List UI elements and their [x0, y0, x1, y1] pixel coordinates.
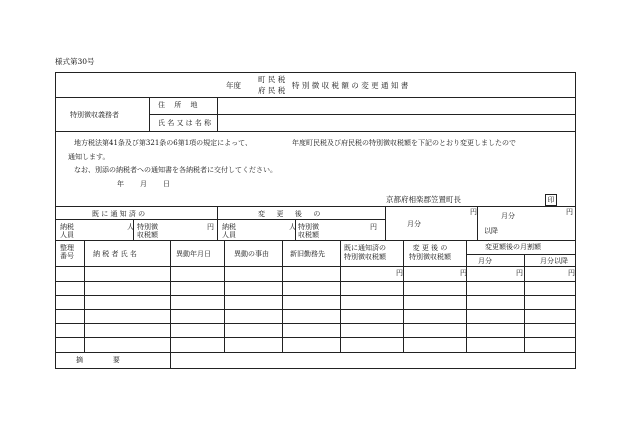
after-change-label: 変 更 後 の	[258, 210, 321, 218]
notice-line2: 通知します。	[68, 153, 110, 161]
header-notified-amount: 既に通知済の 特別徴収税額	[344, 244, 386, 261]
line-sum-v2	[385, 206, 386, 240]
line-row-4	[55, 323, 575, 324]
yen-month: 円	[516, 269, 523, 277]
notice-line1b: 年度町民税及び府民税の特別徴収税額を下記のとおり変更しましたので	[292, 139, 516, 147]
notice-month: 月	[140, 180, 147, 188]
remarks-label: 摘 要	[76, 356, 120, 364]
notice-line3: なお、別添の納税者への通知書を各納税者に交付してください。	[74, 166, 277, 174]
header-change-date: 異動年月日	[176, 250, 211, 258]
remarks-field[interactable]	[170, 352, 574, 366]
line-col-1	[84, 240, 85, 352]
line-obligor-bottom	[55, 131, 575, 132]
line-col-3	[224, 240, 225, 352]
summary-taxpayers-2: 納税 人員	[222, 223, 236, 240]
line-row-5	[55, 337, 575, 338]
header-reason: 異動の事由	[234, 250, 269, 258]
title-main: 特 別 徴 収 税 額 の 変 更 通 知 書	[292, 81, 409, 90]
line-remarks-top	[55, 352, 575, 353]
line-col-4	[282, 240, 283, 352]
summary-taxpayers-1: 納税 人員	[60, 223, 74, 240]
summary-person-unit-1: 人	[127, 223, 134, 231]
header-no: 整理 番号	[60, 244, 74, 261]
yen-changed: 円	[460, 269, 467, 277]
summary-yen-4: 円	[566, 208, 573, 216]
line-address-bottom	[149, 114, 575, 115]
line-col-2	[170, 240, 171, 368]
notice-day: 日	[163, 180, 170, 188]
summary-yen-2: 円	[370, 223, 377, 231]
header-name: 納 税 者 氏 名	[93, 250, 137, 258]
line-obligor-v1	[149, 97, 150, 131]
form-number: 様式第30号	[55, 57, 95, 66]
address-value[interactable]	[219, 98, 574, 113]
line-summary-mid	[55, 219, 385, 220]
already-notified-label: 既 に 通 知 済 の	[92, 210, 146, 218]
line-col-6	[403, 240, 404, 352]
obligor-label: 特別徴収義務者	[70, 111, 119, 119]
notice-line1: 地方税法第41条及び第321条の6第1項の規定によって、	[74, 139, 253, 147]
summary-yen-3: 円	[470, 208, 477, 216]
header-employer: 新旧勤務先	[290, 250, 325, 258]
name-value[interactable]	[219, 115, 574, 130]
line-row-1	[55, 281, 575, 282]
header-month-after-col: 月分以降	[540, 257, 568, 265]
frame-top	[55, 72, 575, 73]
line-sum-v3	[477, 206, 478, 240]
line-row-2	[55, 295, 575, 296]
line-sum-v1	[217, 206, 218, 240]
title-tax-town: 町 民 税	[258, 75, 286, 84]
issuer-name: 京都府相楽郡笠置町長	[386, 195, 461, 204]
address-label: 住 所 地	[158, 101, 198, 109]
line-sum-v-a	[133, 219, 134, 240]
header-changed-amount: 変 更 後 の 特別徴収税額	[409, 244, 451, 261]
header-monthly-amount: 変更額後の月割額	[485, 243, 541, 251]
name-label: 氏 名 又 は 名 称	[158, 119, 212, 127]
line-header-bottom	[55, 266, 575, 267]
summary-person-unit-2: 人	[289, 223, 296, 231]
line-summary-top	[55, 206, 575, 207]
line-row-3	[55, 309, 575, 310]
seal-mark: 印	[545, 194, 557, 206]
summary-collect-1: 特別徴 収税額	[137, 223, 158, 240]
line-title-bottom	[55, 97, 575, 98]
line-summary-bottom	[55, 240, 575, 241]
summary-yen-1: 円	[207, 223, 214, 231]
line-monthly-split	[466, 254, 575, 255]
summary-month-1: 月分	[407, 220, 421, 228]
summary-month-2: 月分	[501, 212, 515, 220]
summary-after-label: 以降	[484, 227, 498, 235]
notice-year: 年	[117, 180, 124, 188]
line-obligor-v2	[217, 97, 218, 131]
line-col-7	[466, 240, 467, 352]
frame-right	[575, 72, 576, 368]
header-month-col: 月分	[478, 257, 492, 265]
title-tax-pref: 府 民 税	[258, 86, 286, 95]
summary-collect-2: 特別徴 収税額	[298, 223, 319, 240]
line-col-5	[340, 240, 341, 352]
line-sum-v-b	[295, 219, 296, 240]
frame-bottom	[55, 368, 576, 369]
yen-notified: 円	[396, 269, 403, 277]
yen-month-after: 円	[568, 269, 575, 277]
title-year-label: 年度	[226, 81, 241, 90]
